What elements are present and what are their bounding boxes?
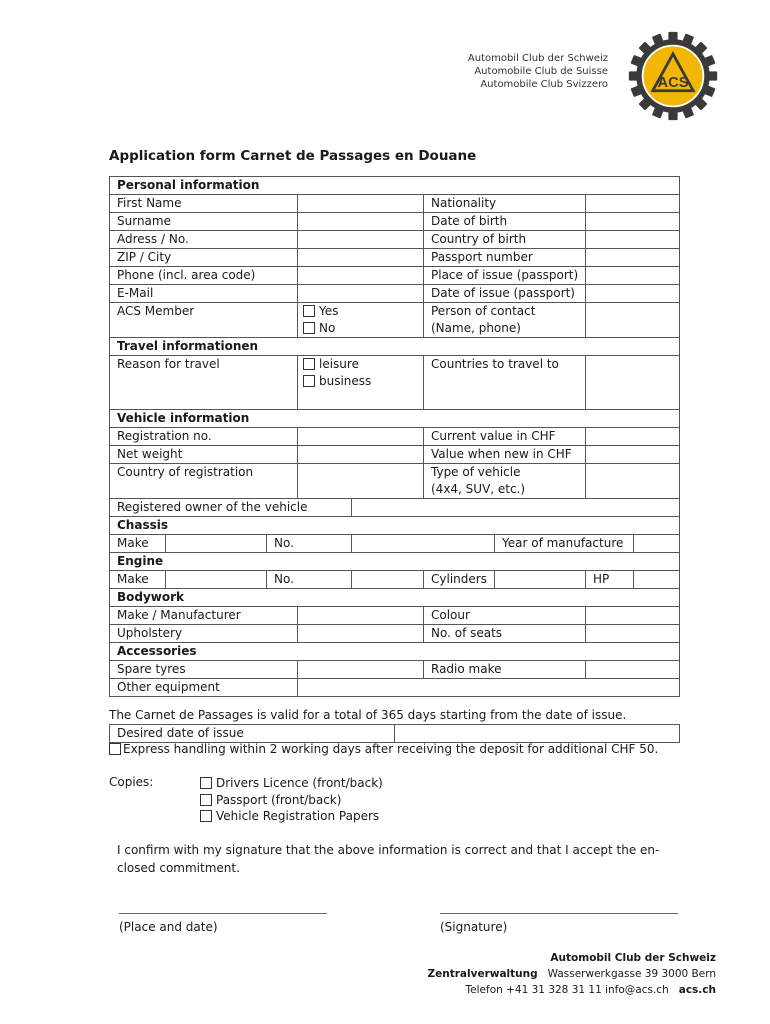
place-of-issue-field[interactable] — [586, 267, 680, 285]
type-of-vehicle-field[interactable] — [586, 464, 680, 499]
label-upholstery: Upholstery — [110, 625, 298, 643]
acs-logo-icon — [627, 30, 719, 122]
label-type-of-vehicle — [424, 464, 586, 499]
label-colour: Colour — [424, 607, 586, 625]
express-handling-checkbox[interactable] — [109, 743, 121, 755]
label-date-of-birth: Date of birth — [424, 213, 586, 231]
engine-make-field[interactable] — [166, 571, 267, 589]
place-date-line[interactable] — [119, 913, 327, 914]
chassis-make-field[interactable] — [166, 535, 267, 553]
footer-hq-label: Zentralverwaltung — [427, 968, 538, 980]
label-nationality: Nationality — [424, 195, 586, 213]
label-value-when-new: Value when new in CHF — [424, 446, 586, 464]
registration-no-field[interactable] — [298, 428, 424, 446]
personal-heading-row — [110, 177, 680, 195]
address-field[interactable] — [298, 231, 424, 249]
label-bodywork-make: Make / Manufacturer — [110, 607, 298, 625]
no-of-seats-field[interactable] — [586, 625, 680, 643]
current-value-field[interactable] — [586, 428, 680, 446]
label-net-weight: Net weight — [110, 446, 298, 464]
label-registered-owner: Registered owner of the vehicle — [110, 499, 352, 517]
person-of-contact-field[interactable] — [586, 303, 680, 338]
signature-label: (Signature) — [440, 920, 508, 934]
label-phone: Phone (incl. area code) — [110, 267, 298, 285]
footer — [428, 950, 716, 998]
drivers-licence-checkbox[interactable] — [200, 777, 212, 789]
label-engine-make: Make — [110, 571, 166, 589]
label-zip-city: ZIP / City — [110, 249, 298, 267]
label-no-of-seats: No. of seats — [424, 625, 586, 643]
label-countries-to-travel: Countries to travel to — [424, 356, 586, 410]
spare-tyres-field[interactable] — [298, 661, 424, 679]
other-equipment-field[interactable] — [298, 679, 680, 697]
copies-label: Copies: — [109, 775, 154, 789]
radio-make-field[interactable] — [586, 661, 680, 679]
type-label-line2: (4x4, SUV, etc.) — [431, 482, 526, 496]
section-engine: Engine — [110, 553, 680, 571]
copies-list — [200, 775, 383, 825]
countries-to-travel-field[interactable] — [586, 356, 680, 410]
validity-text: The Carnet de Passages is valid for a total of 365 days starting from the date of issue. — [109, 708, 627, 722]
section-accessories: Accessories — [110, 643, 680, 661]
label-country-of-registration: Country of registration — [110, 464, 298, 499]
organization-names — [430, 52, 608, 91]
surname-field[interactable] — [298, 213, 424, 231]
application-form-table — [109, 176, 680, 697]
form-title: Application form Carnet de Passages en Douane — [109, 148, 477, 164]
business-label: business — [319, 374, 372, 388]
acs-member-options — [298, 303, 424, 338]
footer-org-name: Automobil Club der Schweiz — [550, 952, 716, 964]
type-label-line1: Type of vehicle — [431, 465, 521, 479]
vehicle-registration-checkbox[interactable] — [200, 810, 212, 822]
nationality-field[interactable] — [586, 195, 680, 213]
org-name-de: Automobil Club der Schweiz — [467, 53, 608, 64]
label-first-name: First Name — [110, 195, 298, 213]
express-handling-option — [109, 742, 658, 756]
first-name-field[interactable] — [298, 195, 424, 213]
label-spare-tyres: Spare tyres — [110, 661, 298, 679]
passport-label: Passport (front/back) — [216, 792, 342, 807]
label-chassis-make: Make — [110, 535, 166, 553]
desired-date-table — [109, 724, 680, 743]
label-surname: Surname — [110, 213, 298, 231]
acs-member-yes-checkbox[interactable] — [303, 305, 315, 317]
colour-field[interactable] — [586, 607, 680, 625]
bodywork-make-field[interactable] — [298, 607, 424, 625]
label-place-of-issue: Place of issue (passport) — [424, 267, 586, 285]
section-travel: Travel informationen — [110, 338, 680, 356]
section-bodywork: Bodywork — [110, 589, 680, 607]
section-chassis: Chassis — [110, 517, 680, 535]
org-name-fr: Automobile Club de Suisse — [474, 66, 608, 77]
contact-label-line2: (Name, phone) — [431, 321, 521, 335]
registered-owner-field[interactable] — [352, 499, 680, 517]
drivers-licence-label: Drivers Licence (front/back) — [216, 776, 383, 790]
section-vehicle: Vehicle information — [110, 410, 680, 428]
label-date-of-issue: Date of issue (passport) — [424, 285, 586, 303]
label-radio-make: Radio make — [424, 661, 586, 679]
acs-member-no-checkbox[interactable] — [303, 322, 315, 334]
leisure-label: leisure — [319, 357, 359, 371]
travel-reason-options — [298, 356, 424, 410]
year-of-manufacture-field[interactable] — [634, 535, 680, 553]
confirmation-text: I confirm with my signature that the above information is correct and that I accept the en-closed commitment. — [117, 843, 660, 875]
chassis-no-field[interactable] — [352, 535, 495, 553]
footer-address: Wasserwerkgasse 39 3000 Bern — [547, 968, 716, 980]
label-address: Adress / No. — [110, 231, 298, 249]
date-of-birth-field[interactable] — [586, 213, 680, 231]
label-hp: HP — [586, 571, 634, 589]
contact-label-line1: Person of contact — [431, 304, 536, 318]
label-current-value: Current value in CHF — [424, 428, 586, 446]
passport-checkbox[interactable] — [200, 794, 212, 806]
upholstery-field[interactable] — [298, 625, 424, 643]
acs-member-no-label: No — [319, 321, 336, 335]
hp-field[interactable] — [634, 571, 680, 589]
country-of-birth-field[interactable] — [586, 231, 680, 249]
label-reason-for-travel: Reason for travel — [110, 356, 298, 410]
label-passport-number: Passport number — [424, 249, 586, 267]
passport-number-field[interactable] — [586, 249, 680, 267]
cylinders-field[interactable] — [495, 571, 586, 589]
business-checkbox[interactable] — [303, 375, 315, 387]
email-field[interactable] — [298, 285, 424, 303]
phone-field[interactable] — [298, 267, 424, 285]
country-of-registration-field[interactable] — [298, 464, 424, 499]
label-country-of-birth: Country of birth — [424, 231, 586, 249]
label-desired-date: Desired date of issue — [110, 725, 395, 743]
section-personal: Personal information — [110, 177, 680, 195]
label-registration-no: Registration no. — [110, 428, 298, 446]
label-engine-no: No. — [267, 571, 352, 589]
date-of-issue-field[interactable] — [586, 285, 680, 303]
label-other-equipment: Other equipment — [110, 679, 298, 697]
net-weight-field[interactable] — [298, 446, 424, 464]
footer-contact: Telefon +41 31 328 31 11 info@acs.ch — [465, 984, 669, 996]
engine-no-field[interactable] — [352, 571, 424, 589]
zip-city-field[interactable] — [298, 249, 424, 267]
label-chassis-no: No. — [267, 535, 352, 553]
leisure-checkbox[interactable] — [303, 358, 315, 370]
label-acs-member: ACS Member — [110, 303, 298, 338]
org-name-it: Automobile Club Svizzero — [480, 79, 608, 90]
label-person-of-contact — [424, 303, 586, 338]
label-year-of-manufacture: Year of manufacture — [495, 535, 634, 553]
value-when-new-field[interactable] — [586, 446, 680, 464]
place-date-label: (Place and date) — [119, 920, 218, 934]
acs-member-yes-label: Yes — [319, 304, 339, 318]
label-email: E-Mail — [110, 285, 298, 303]
vehicle-registration-label: Vehicle Registration Papers — [216, 809, 380, 823]
acs-logo-text: ACS — [657, 75, 689, 92]
label-cylinders: Cylinders — [424, 571, 495, 589]
desired-date-field[interactable] — [395, 725, 680, 743]
footer-web: acs.ch — [678, 984, 716, 996]
signature-line[interactable] — [440, 913, 678, 914]
express-handling-label: Express handling within 2 working days after receiving the deposit for additional CHF 50. — [123, 742, 659, 756]
